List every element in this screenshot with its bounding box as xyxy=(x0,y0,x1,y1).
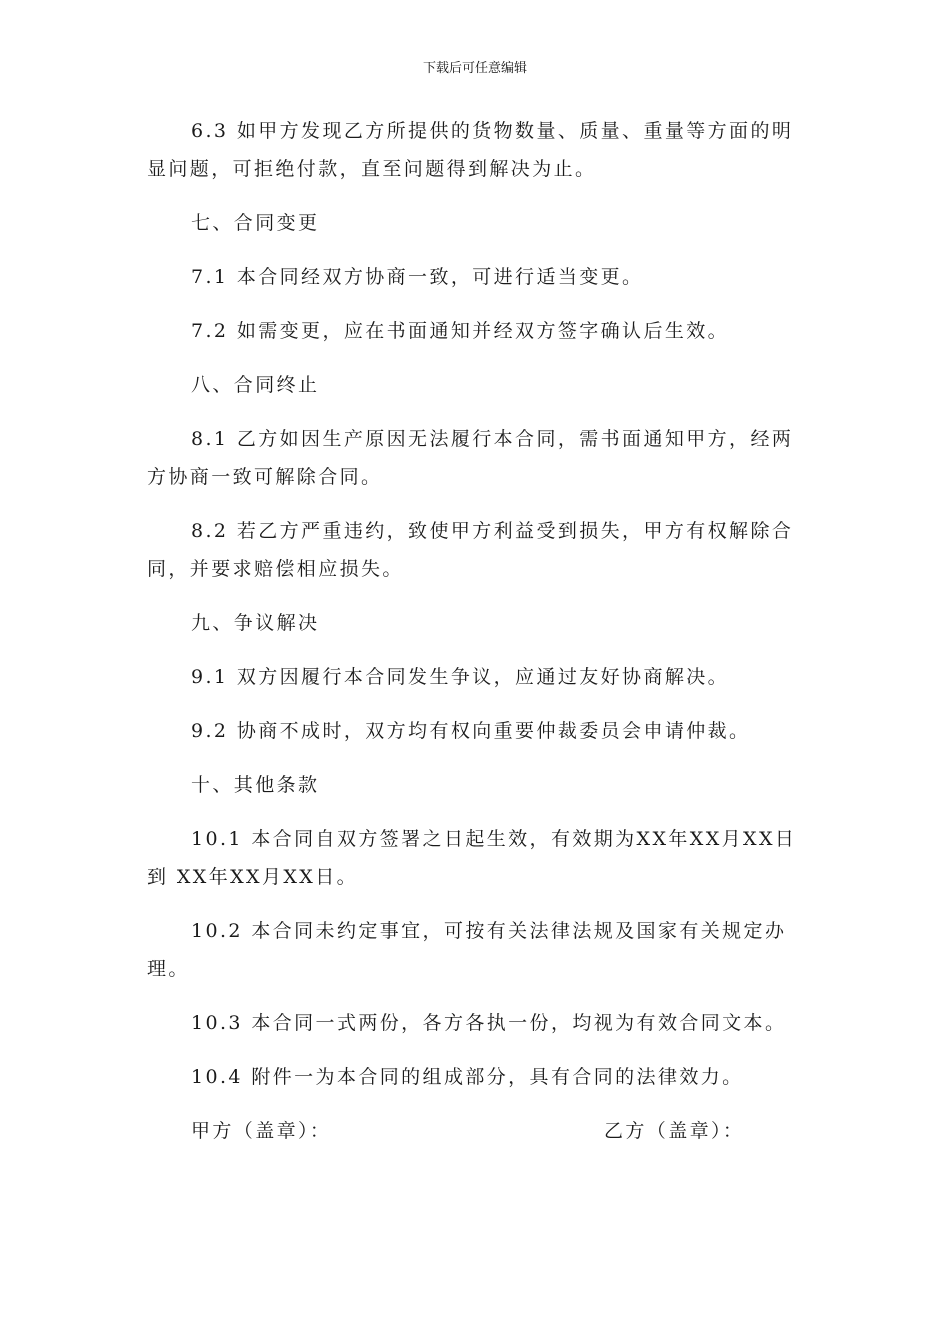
clause-9-2: 9.2 协商不成时，双方均有权向重要仲裁委员会申请仲裁。 xyxy=(191,720,751,742)
section-heading-7: 七、合同变更 xyxy=(191,212,320,234)
page-header: 下载后可任意编辑 xyxy=(422,61,527,76)
party-a-seal-label: 甲方（盖章）： xyxy=(191,1120,332,1142)
section-heading-10: 十、其他条款 xyxy=(191,774,320,796)
clause-10-1: 10.1 本合同自双方签署之日起生效，有效期为XX年XX月XX日到 XX年XX月XX日。 xyxy=(147,828,797,888)
clause-10-4: 10.4 附件一为本合同的组成部分，具有合同的法律效力。 xyxy=(191,1066,744,1088)
document-body xyxy=(147,112,811,1150)
clause-8-1: 8.1 乙方如因生产原因无法履行本合同，需书面通知甲方，经两方协商一致可解除合同。 xyxy=(147,428,794,488)
clause-6-3: 6.3 如甲方发现乙方所提供的货物数量、质量、重量等方面的明显问题，可拒绝付款，直至问题得到解决为止。 xyxy=(147,120,794,180)
signature-row xyxy=(147,1112,811,1150)
section-heading-8: 八、合同终止 xyxy=(191,374,320,396)
clause-9-1: 9.1 双方因履行本合同发生争议，应通过友好协商解决。 xyxy=(191,666,730,688)
clause-8-2: 8.2 若乙方严重违约，致使甲方利益受到损失，甲方有权解除合同，并要求赔偿相应损失。 xyxy=(147,520,794,580)
clause-7-1: 7.1 本合同经双方协商一致，可进行适当变更。 xyxy=(191,266,644,288)
party-b-seal-label: 乙方（盖章）： xyxy=(604,1120,745,1142)
clause-10-3: 10.3 本合同一式两份，各方各执一份，均视为有效合同文本。 xyxy=(191,1012,787,1034)
section-heading-9: 九、争议解决 xyxy=(191,612,320,634)
clause-7-2: 7.2 如需变更，应在书面通知并经双方签字确认后生效。 xyxy=(191,320,730,342)
clause-10-2: 10.2 本合同未约定事宜，可按有关法律法规及国家有关规定办理。 xyxy=(147,920,787,980)
